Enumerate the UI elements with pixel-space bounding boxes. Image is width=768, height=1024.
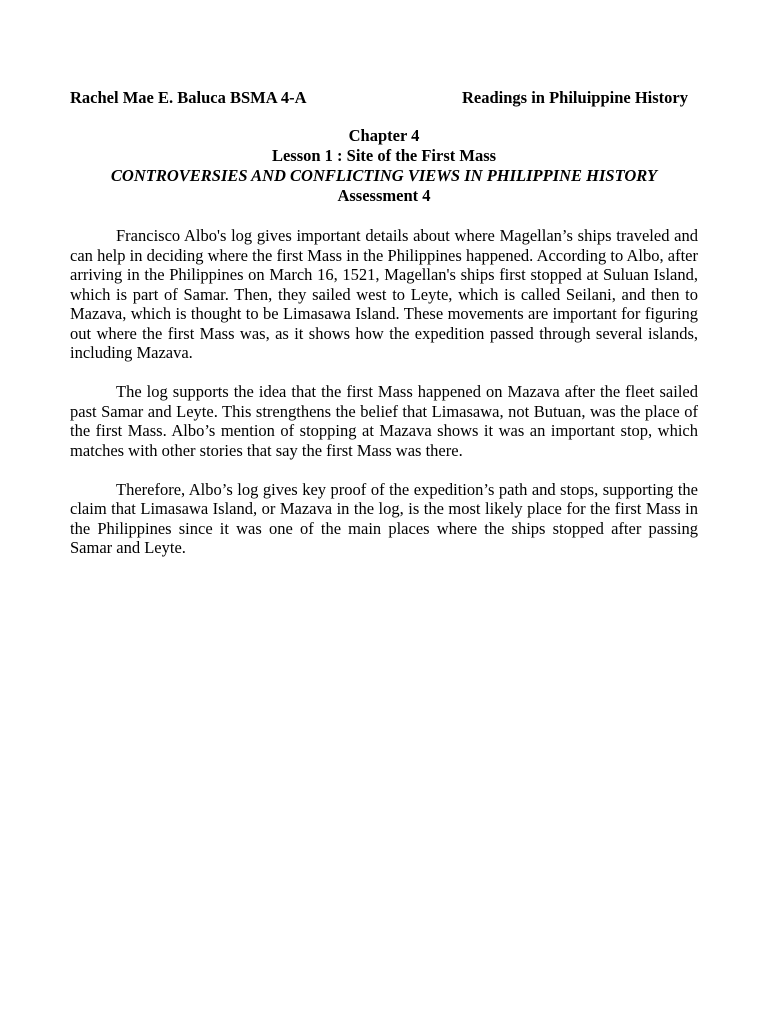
lesson-title: Lesson 1 : Site of the First Mass: [271, 146, 497, 165]
chapter-title: Chapter 4: [348, 126, 420, 145]
assessment-title: Assessment 4: [337, 186, 431, 205]
document-page: [70, 88, 698, 577]
course-title: Readings in Philuippine History: [461, 88, 688, 107]
author-line: Rachel Mae E. Baluca BSMA 4-A: [70, 88, 307, 107]
paragraph: Francisco Albo's log gives important details about where Magellan’s ships traveled and can help in deciding where the first Mass in the Philippines happened. According to Albo, after arriving in the Philippines on March 16, 1521, Magellan's ships first stopped at Suluan Island, which is part of Samar. Then, they sailed west to Leyte, which is called Seilani, and then to Mazava, which is thought to be Limasawa Island. These movements are important for figuring out where the first Mass was, as it shows how the expedition passed through several islands, including Mazava.: [70, 226, 698, 362]
paragraph: The log supports the idea that the first Mass happened on Mazava after the fleet sailed past Samar and Leyte. This strengthens the belief that Limasawa, not Butuan, was the place of the first Mass. Albo’s mention of stopping at Mazava shows it was an important stop, which matches with other stories that say the first Mass was there.: [70, 382, 698, 460]
paragraph: Therefore, Albo’s log gives key proof of the expedition’s path and stops, supporting the claim that Limasawa Island, or Mazava in the log, is the most likely place for the first Mass in the Philippines since it was one of the main places where the ships stopped after passing Samar and Leyte.: [70, 479, 698, 557]
topic-title: CONTROVERSIES AND CONFLICTING VIEWS IN PHILIPPINE HISTORY: [110, 166, 658, 185]
title-block: [70, 126, 698, 206]
body-text: [70, 226, 698, 558]
document-header: [70, 88, 698, 108]
